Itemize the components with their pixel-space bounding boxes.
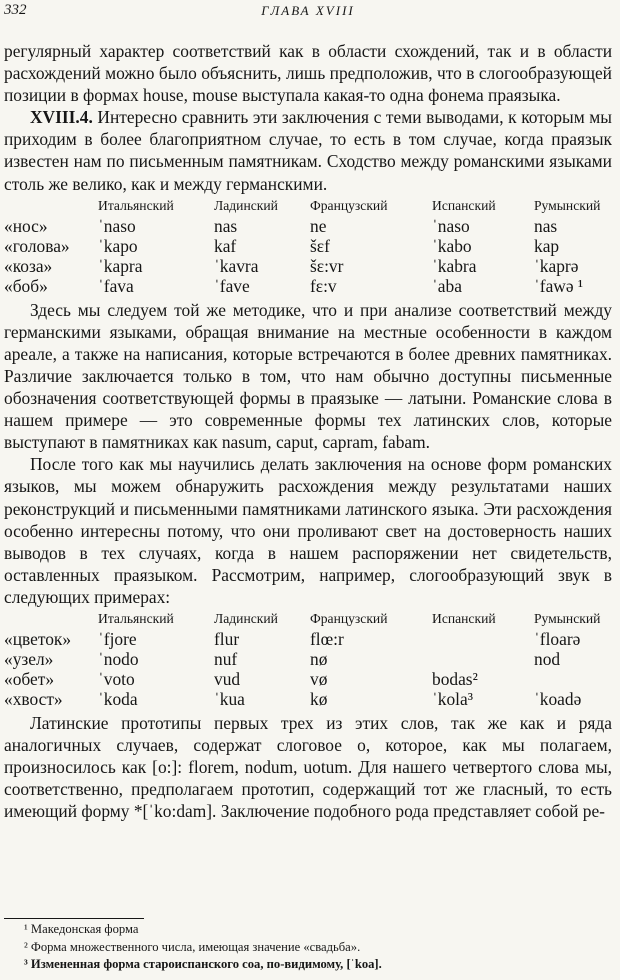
word-cell: ˈnaso	[98, 215, 136, 236]
table-header-row	[4, 196, 600, 216]
word-cell: vud	[214, 668, 241, 689]
word-cell: ˈfave	[214, 275, 250, 296]
column-header: Французский	[310, 610, 388, 626]
gloss-cell: «нос»	[4, 215, 48, 236]
footnotes	[4, 918, 612, 974]
section-number: XVIII.4.	[30, 107, 93, 128]
gloss-cell: «голова»	[4, 235, 70, 256]
footnote-divider	[4, 918, 144, 919]
column-header: Французский	[310, 197, 388, 213]
table-row	[4, 276, 600, 296]
word-cell: ˈkoda	[98, 688, 138, 709]
column-header: Румынский	[534, 610, 601, 626]
column-header: Румынский	[534, 197, 601, 213]
romance-words-table-1	[4, 196, 600, 296]
word-cell: flœ:r	[310, 628, 344, 649]
word-cell: ˈvoto	[98, 668, 135, 689]
word-cell	[534, 669, 600, 689]
paragraph-3: После того как мы научились делать заключения на основе форм романских языков, мы можем обнаружить расхождения между результатами наших реконструкций и письменными памятниками латинского языка. Эти расхождения особенно интересны потому, что они проливают свет на достоверность наших выводов в тех случаях, когда в нашем распоряжении нет свидетельств, оставленных праязыком. Рассмотрим, например, слогообразующий звук в следующих примерах:	[4, 454, 612, 607]
word-cell: fɛ:v	[310, 275, 337, 296]
word-cell: ˈfjore	[98, 628, 137, 649]
word-cell: šɛ:vr	[310, 255, 344, 276]
word-cell: kap	[534, 235, 560, 256]
table-row	[4, 649, 600, 669]
gloss-cell: «цветок»	[4, 628, 72, 649]
word-cell	[432, 629, 534, 649]
page-body	[4, 40, 612, 822]
page-number: 332	[4, 2, 27, 18]
column-header	[4, 609, 98, 629]
table-row	[4, 216, 600, 236]
footnote: ³ Измененная форма староиспанского coa, по-видимому, [ˈkoa].	[24, 957, 382, 971]
paragraph-4: Латинские прототипы первых трех из этих слов, так же как и ряда аналогичных случаев, содержат слоговое о, которое, как мы полагаем, произносилось как [o:]: florem, nodum, uotum. Для нашего четвертого слова мы, соответственно, предполагаем прототип, содержащий тот же гласный, то есть имеющий форму *[ˈko:dam]. Заключение подобного рода представляет собой ре-	[4, 712, 612, 822]
word-cell: nas	[214, 215, 238, 236]
romance-words-table-2	[4, 609, 600, 709]
word-cell: ˈkua	[214, 688, 245, 709]
word-cell: nas	[534, 215, 558, 236]
word-cell: ˈkaprə	[534, 255, 579, 276]
gloss-cell: «боб»	[4, 275, 48, 296]
word-cell: ˈkabra	[432, 255, 477, 276]
word-cell: kaf	[214, 235, 237, 256]
column-header: Ладинский	[214, 197, 278, 213]
word-cell: flur	[214, 628, 240, 649]
column-header: Испанский	[432, 610, 496, 626]
word-cell: ˈnodo	[98, 648, 139, 669]
footnote: ¹ Македонская форма	[24, 922, 139, 936]
footnote: ² Форма множественного числа, имеющая значение «свадьба».	[24, 939, 361, 954]
word-cell: ˈkoadə	[534, 688, 582, 709]
column-header: Ладинский	[214, 610, 278, 626]
paragraph-intro: регулярный характер соответствий как в области схождений, так и в области расхождений можно было объяснить, лишь предположив, что в слогообразующей позиции в формах house, mouse выступала какая-то одна фонема праязыка.	[4, 41, 612, 106]
word-cell: šɛf	[310, 235, 330, 256]
word-cell: vø	[310, 668, 328, 689]
gloss-cell: «обет»	[4, 668, 55, 689]
word-cell: ˈnaso	[432, 215, 470, 236]
table-row	[4, 629, 600, 649]
word-cell: ˈkapra	[98, 255, 143, 276]
table-row	[4, 689, 600, 709]
gloss-cell: «коза»	[4, 255, 53, 276]
section-paragraph	[4, 106, 612, 194]
word-cell: ˈfava	[98, 275, 134, 296]
section-text: Интересно сравнить эти заключения с теми выводами, к которым мы приходим в более благоприятном случае, то есть в том случае, когда праязык известен нам по письменным памятникам. Сходство между романскими языками столь же велико, как и между германскими.	[4, 107, 612, 194]
word-cell	[432, 649, 534, 669]
table-row	[4, 256, 600, 276]
word-cell: nø	[310, 648, 328, 669]
word-cell: ˈaba	[432, 275, 462, 296]
table-row	[4, 669, 600, 689]
word-cell: kø	[310, 688, 328, 709]
word-cell: nod	[534, 648, 561, 669]
running-head: ГЛАВА XVIII	[261, 3, 355, 18]
word-cell: ne	[310, 215, 327, 236]
word-cell: ˈkavra	[214, 255, 259, 276]
column-header: Итальянский	[98, 197, 174, 213]
column-header: Итальянский	[98, 610, 174, 626]
word-cell: bodas²	[432, 668, 478, 689]
column-header	[4, 196, 98, 216]
word-cell: nuf	[214, 648, 238, 669]
column-header: Испанский	[432, 197, 496, 213]
word-cell: ˈfawə ¹	[534, 275, 584, 296]
table-header-row	[4, 609, 600, 629]
table-row	[4, 236, 600, 256]
word-cell: ˈkola³	[432, 688, 473, 709]
word-cell: ˈkapo	[98, 235, 138, 256]
paragraph-2: Здесь мы следуем той же методике, что и при анализе соответствий между германскими языками, обращая внимание на местные особенности в каждом ареале, а также на написания, которые встречаются в более древних памятниках. Различие заключается только в том, что нам обычно доступны письменные обозначения соответствующей формы в праязыке — латыни. Романские слова в нашем примере — это современные формы тех латинских слов, которые выступают в памятниках как nasum, caput, capram, fabam.	[4, 299, 612, 453]
page-header	[4, 2, 612, 26]
word-cell: ˈkabo	[432, 235, 472, 256]
gloss-cell: «узел»	[4, 648, 54, 669]
word-cell: ˈfloarə	[534, 628, 581, 649]
gloss-cell: «хвост»	[4, 688, 63, 709]
